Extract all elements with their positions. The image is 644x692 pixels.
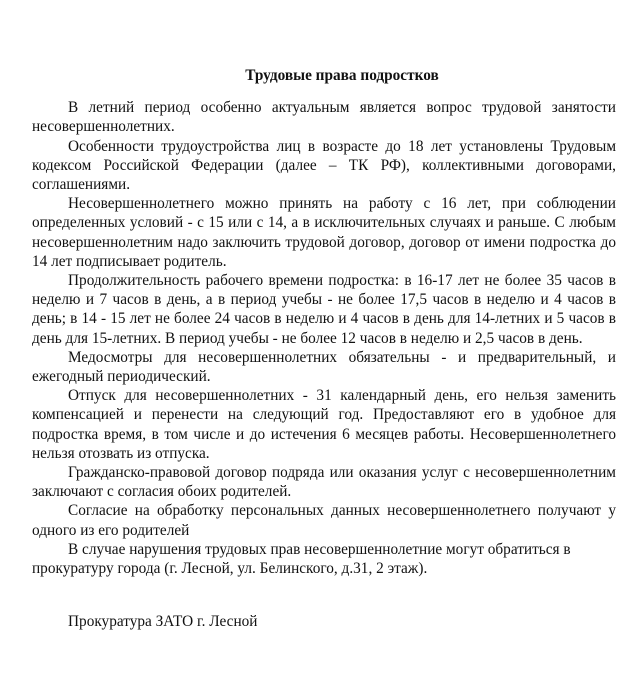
paragraph-hiring-age: Несовершеннолетнего можно принять на работу с 16 лет, при соблюдении определенных условий - с 15 или с 14, а в исключительных случаях и раньше. С любым несовершеннолетним надо заключить трудовой договор, договор от имени подростка до 14 лет подписывает родитель. bbox=[32, 195, 616, 270]
paragraph-summer-employment: В летний период особенно актуальным является вопрос трудовой занятости несовершеннолетних. bbox=[32, 99, 616, 136]
paragraph-vacation: Отпуск для несовершеннолетних - 31 календарный день, его нельзя заменить компенсацией и перенести на следующий год. Предоставляют его в удобное для подростка время, в том числе и до истечения 6 месяцев работы. Несовершеннолетнего нельзя отозвать из отпуска. bbox=[32, 387, 616, 462]
paragraph-employment-regulation: Особенности трудоустройства лиц в возрасте до 18 лет установлены Трудовым кодексом Российской Федерации (далее – ТК РФ), коллективными договорами, соглашениями. bbox=[32, 137, 616, 194]
document-title: Трудовые права подростков bbox=[245, 67, 439, 84]
document-body bbox=[32, 66, 616, 631]
paragraph-rights-violation: В случае нарушения трудовых прав несовершеннолетние могут обратиться в прокуратуру города (г. Лесной, ул. Белинского, д.31, 2 этаж). bbox=[32, 540, 571, 578]
document-signature: Прокуратура ЗАТО г. Лесной bbox=[68, 613, 258, 631]
paragraph-medical-exams: Медосмотры для несовершеннолетних обязательны - и предварительный, и ежегодный периодический. bbox=[32, 348, 616, 386]
paragraph-civil-contract: Гражданско-правовой договор подряда или оказания услуг с несовершеннолетним заключают с согласия обоих родителей. bbox=[32, 464, 616, 501]
paragraph-working-hours: Продолжительность рабочего времени подростка: в 16-17 лет не более 35 часов в неделю и 7 часов в день, а в период учебы - не более 17,5 часов в неделю и 4 часов в день; в 14 - 15 лет не более 24 часов в неделю и 4 часов в день для 14-летних и 5 часов в день для 15-летних. В период учебы - не более 12 часов в неделю и 2,5 часов в день. bbox=[32, 272, 616, 347]
paragraph-personal-data-consent: Согласие на обработку персональных данных несовершеннолетнего получают у одного из его родителей bbox=[32, 502, 616, 539]
